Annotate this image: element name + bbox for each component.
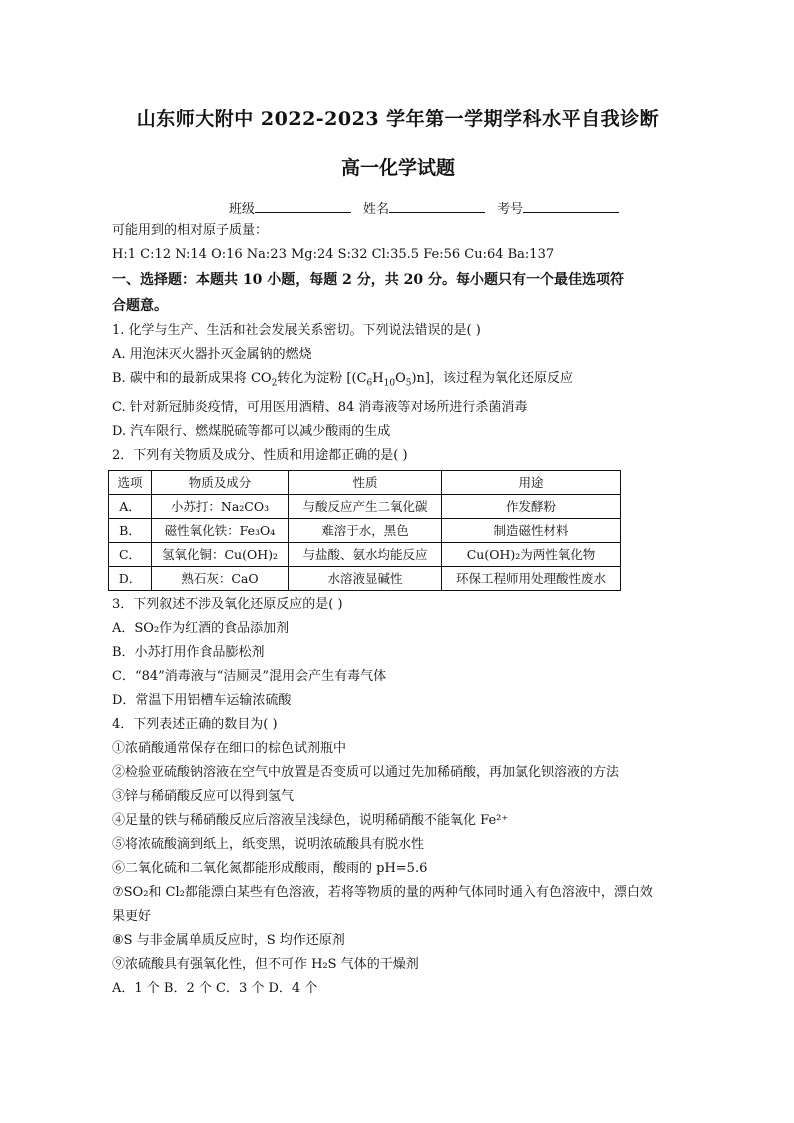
table-header-cell: 物质及成分 xyxy=(152,470,289,494)
table-cell: 作发酵粉 xyxy=(442,494,621,518)
q4-item: ⑥二氧化硫和二氧化氮都能形成酸雨，酸雨的 pH=5.6 xyxy=(112,860,428,876)
table-header-row xyxy=(109,470,621,494)
q4-item: ⑤将浓硫酸滴到纸上，纸变黑，说明浓硫酸具有脱水性 xyxy=(112,836,425,852)
q2-table xyxy=(108,470,621,591)
q4-item: ①浓硝酸通常保存在细口的棕色试剂瓶中 xyxy=(112,740,347,756)
table-cell: 环保工程师用处理酸性废水 xyxy=(442,566,621,590)
q1-option-c: C. 针对新冠肺炎疫情，可用医用酒精、84 消毒液等对场所进行杀菌消毒 xyxy=(112,399,528,415)
q3-stem: 3．下列叙述不涉及氧化还原反应的是( ) xyxy=(112,596,343,612)
table-header-cell: 选项 xyxy=(109,470,152,494)
q4-item: ④足量的铁与稀硝酸反应后溶液呈浅绿色，说明稀硝酸不能氧化 Fe²⁺ xyxy=(112,812,509,828)
table-cell: 与酸反应产生二氧化碳 xyxy=(289,494,442,518)
q4-item: ⑦SO₂和 Cl₂都能漂白某些有色溶液，若将等物质的量的两种气体同时通入有色溶液中，漂白效 xyxy=(112,884,653,900)
exam-page xyxy=(112,100,684,1001)
q1-option-a: A. 用泡沫灭火器扑灭金属钠的燃烧 xyxy=(112,347,312,362)
atomic-mass-label: 可能用到的相对原子质量： xyxy=(112,223,269,238)
q3-option-b: B．小苏打用作食品膨松剂 xyxy=(112,644,265,660)
exam-title: 山东师大附中 2022-2023 学年第一学期学科水平自我诊断 xyxy=(136,108,660,130)
table-header-cell: 性质 xyxy=(289,470,442,494)
table-cell: D． xyxy=(109,566,152,590)
q3-option-d: D．常温下用铝槽车运输浓硫酸 xyxy=(112,692,292,708)
exam-id-blank[interactable] xyxy=(523,200,619,213)
table-cell: A． xyxy=(109,494,152,518)
table-cell: 难溶于水，黑色 xyxy=(289,518,442,542)
q1-option-d: D. 汽车限行、燃煤脱硫等都可以减少酸雨的生成 xyxy=(112,423,391,439)
q4-stem: 4．下列表述正确的数目为( ) xyxy=(112,716,278,732)
table-cell: 制造磁性材料 xyxy=(442,518,621,542)
table-cell: 熟石灰：CaO xyxy=(152,566,289,590)
q4-options: A．1 个 B．2 个 C．3 个 D．4 个 xyxy=(112,980,318,996)
table-header-cell: 用途 xyxy=(442,470,621,494)
student-info-fields xyxy=(112,198,684,217)
q4-item: ③锌与稀硝酸反应可以得到氢气 xyxy=(112,788,295,804)
table-row xyxy=(109,494,621,518)
q1-stem: 1. 化学与生产、生活和社会发展关系密切。下列说法错误的是( ) xyxy=(112,323,481,338)
table-cell: 磁性氧化铁：Fe₃O₄ xyxy=(152,518,289,542)
q3-option-c: C．“84”消毒液与“洁厕灵”混用会产生有毒气体 xyxy=(112,668,387,684)
class-label: 班级 xyxy=(228,202,255,217)
class-blank[interactable] xyxy=(255,200,351,213)
table-cell: 氢氧化铜：Cu(OH)₂ xyxy=(152,542,289,566)
table-cell: C． xyxy=(109,542,152,566)
q4-item: 果更好 xyxy=(112,908,152,924)
table-cell: 与盐酸、氨水均能反应 xyxy=(289,542,442,566)
table-row xyxy=(109,542,621,566)
section-heading-line2: 合题意。 xyxy=(112,298,168,314)
atomic-mass-values: H:1 C:12 N:14 O:16 Na:23 Mg:24 S:32 Cl:35.5 Fe:56 Cu:64 Ba:137 xyxy=(112,247,555,262)
table-cell: 小苏打：Na₂CO₃ xyxy=(152,494,289,518)
q1-option-b: B. 碳中和的最新成果将 $CO_2$转化为淀粉 $[(C_6H_{10}O_5)n]$，该过程为氧化还原反应 xyxy=(112,371,573,389)
exam-id-label: 考号 xyxy=(497,202,524,217)
q4-item: ②检验亚硫酸钠溶液在空气中放置是否变质可以通过先加稀硝酸，再加氯化钡溶液的方法 xyxy=(112,764,620,780)
q3-option-a: A．SO₂作为红酒的食品添加剂 xyxy=(112,620,290,636)
table-row xyxy=(109,566,621,590)
section-heading-line1: 一、选择题：本题共 10 小题，每题 2 分，共 20 分。每小题只有一个最佳选项符 xyxy=(112,272,624,288)
table-cell: 水溶液显碱性 xyxy=(289,566,442,590)
table-cell: B． xyxy=(109,518,152,542)
table-cell: Cu(OH)₂为两性氧化物 xyxy=(442,542,621,566)
q4-item: ⑨浓硫酸具有强氧化性，但不可作 H₂S 气体的干燥剂 xyxy=(112,956,419,972)
table-row xyxy=(109,518,621,542)
q2-stem: 2．下列有关物质及成分、性质和用途都正确的是( ) xyxy=(112,447,408,463)
name-blank[interactable] xyxy=(389,200,485,213)
q4-item: ⑧S 与非金属单质反应时，S 均作还原剂 xyxy=(112,932,345,948)
name-label: 姓名 xyxy=(362,202,389,217)
exam-subtitle: 高一化学试题 xyxy=(340,157,455,179)
